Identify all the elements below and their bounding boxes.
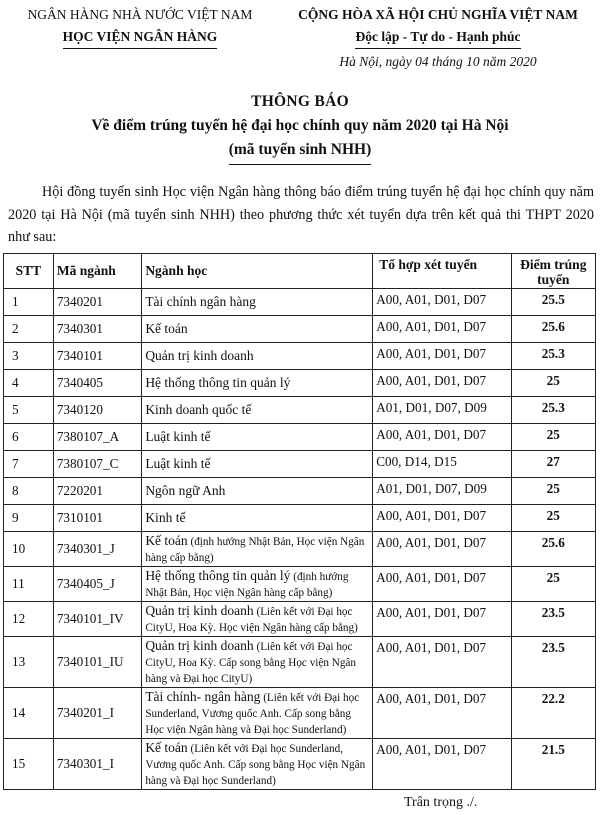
title-line-2: Về điểm trúng tuyển hệ đại học chính quy năm 2020 tại Hà Nội <box>91 117 509 134</box>
cell-code: 7340201 <box>53 289 141 316</box>
cell-major <box>142 478 373 505</box>
table-row <box>4 424 596 451</box>
cell-stt: 10 <box>4 532 54 567</box>
header-combo: Tổ hợp xét tuyển <box>373 254 511 289</box>
cell-score: 22.2 <box>511 688 595 739</box>
nation-name: CỘNG HÒA XÃ HỘI CHỦ NGHĨA VIỆT NAM <box>298 7 578 22</box>
cell-score: 25 <box>511 505 595 532</box>
major-note: (Liên kết với Đại học CityU, Hoa Kỳ. Cấp song bằng Học viện Ngân hàng và Đại học CityU) <box>145 641 356 685</box>
cell-code: 7340405 <box>53 370 141 397</box>
cell-code: 7380107_A <box>53 424 141 451</box>
cell-major <box>142 532 373 567</box>
cell-major <box>142 567 373 602</box>
major-name: Luật kinh tế <box>145 429 211 444</box>
cell-code: 7340405_J <box>53 567 141 602</box>
cell-stt: 15 <box>4 739 54 790</box>
agency-name: NGÂN HÀNG NHÀ NƯỚC VIỆT NAM <box>27 7 253 22</box>
cell-major <box>142 397 373 424</box>
table-row <box>4 370 596 397</box>
cell-combo: A00, A01, D01, D07 <box>373 602 511 637</box>
cell-score: 23.5 <box>511 637 595 688</box>
cell-major <box>142 688 373 739</box>
cell-stt: 14 <box>4 688 54 739</box>
major-name: Quản trị kinh doanh <box>145 603 254 618</box>
table-row <box>4 637 596 688</box>
cell-score: 21.5 <box>511 739 595 790</box>
cell-score: 27 <box>511 451 595 478</box>
cell-score: 25.6 <box>511 316 595 343</box>
cell-major <box>142 316 373 343</box>
closing-remark: Trân trọng ./. <box>404 795 478 810</box>
table-row <box>4 739 596 790</box>
cell-stt: 5 <box>4 397 54 424</box>
cell-stt: 1 <box>4 289 54 316</box>
major-name: Kế toán <box>145 321 188 336</box>
table-row <box>4 451 596 478</box>
cell-code: 7340301_I <box>53 739 141 790</box>
cell-combo: A01, D01, D07, D09 <box>373 397 511 424</box>
cell-combo: A00, A01, D01, D07 <box>373 289 511 316</box>
header-major: Ngành học <box>142 254 373 289</box>
table-row <box>4 478 596 505</box>
cell-code: 7340101_IU <box>53 637 141 688</box>
major-name: Tài chính ngân hàng <box>145 294 256 309</box>
intro-paragraph: Hội đồng tuyển sinh Học viện Ngân hàng thông báo điểm trúng tuyển hệ đại học chính quy năm 2020 tại Hà Nội (mã tuyển sinh NHH) theo phương thức xét tuyển dựa trên kết quả thi THPT 2020 như sau: <box>8 184 594 245</box>
national-motto: Độc lập - Tự do - Hạnh phúc <box>355 26 520 49</box>
major-name: Tài chính- ngân hàng <box>145 689 261 704</box>
cell-major <box>142 505 373 532</box>
cell-major <box>142 343 373 370</box>
cell-combo: C00, D14, D15 <box>373 451 511 478</box>
major-name: Ngôn ngữ Anh <box>145 483 226 498</box>
cell-major <box>142 637 373 688</box>
document-title <box>0 90 600 165</box>
cell-major <box>142 289 373 316</box>
cell-code: 7340101_IV <box>53 602 141 637</box>
cell-stt: 12 <box>4 602 54 637</box>
table-row <box>4 567 596 602</box>
table-row <box>4 688 596 739</box>
cell-combo: A00, A01, D01, D07 <box>373 424 511 451</box>
table-row <box>4 289 596 316</box>
cell-stt: 8 <box>4 478 54 505</box>
major-name: Quản trị kinh doanh <box>145 348 254 363</box>
cell-major <box>142 451 373 478</box>
cell-major <box>142 370 373 397</box>
cell-code: 7310101 <box>53 505 141 532</box>
cell-combo: A00, A01, D01, D07 <box>373 567 511 602</box>
table-row <box>4 343 596 370</box>
cell-score: 25 <box>511 567 595 602</box>
cell-score: 23.5 <box>511 602 595 637</box>
cell-score: 25 <box>511 424 595 451</box>
cell-code: 7380107_C <box>53 451 141 478</box>
major-name: Luật kinh tế <box>145 456 211 471</box>
cell-stt: 6 <box>4 424 54 451</box>
cell-combo: A00, A01, D01, D07 <box>373 505 511 532</box>
major-name: Kinh doanh quốc tế <box>145 402 252 417</box>
cell-stt: 7 <box>4 451 54 478</box>
cell-major <box>142 602 373 637</box>
cell-combo: A00, A01, D01, D07 <box>373 739 511 790</box>
cell-combo: A00, A01, D01, D07 <box>373 343 511 370</box>
major-note: (Liên kết với Đại học Sunderland, Vương quốc Anh. Cấp song bằng Học viện Ngân hàng và Đại học Sunderland) <box>145 692 360 736</box>
major-name: Hệ thống thông tin quản lý <box>145 375 291 390</box>
cell-code: 7340301 <box>53 316 141 343</box>
department-name: HỌC VIỆN NGÂN HÀNG <box>63 26 218 49</box>
major-name: Quản trị kinh doanh <box>145 638 254 653</box>
cell-combo: A00, A01, D01, D07 <box>373 370 511 397</box>
major-note: (Liên kết với Đại học CityU, Hoa Kỳ. Học viện Ngân hàng cấp bằng) <box>145 606 358 634</box>
cell-score: 25 <box>511 370 595 397</box>
major-note: (Liên kết với Đại học Sunderland, Vương quốc Anh. Cấp song bằng Học viện Ngân hàng và Đại học Sunderland) <box>145 743 366 787</box>
cell-score: 25.3 <box>511 343 595 370</box>
cell-stt: 4 <box>4 370 54 397</box>
cell-stt: 11 <box>4 567 54 602</box>
title-line-1: THÔNG BÁO <box>251 93 349 110</box>
place-date: Hà Nội, ngày 04 tháng 10 năm 2020 <box>339 54 537 69</box>
document-header <box>0 0 600 75</box>
major-name: Kế toán <box>145 533 188 548</box>
cell-score: 25 <box>511 478 595 505</box>
cell-code: 7340301_J <box>53 532 141 567</box>
header-stt: STT <box>4 254 54 289</box>
cell-stt: 13 <box>4 637 54 688</box>
cell-combo: A00, A01, D01, D07 <box>373 532 511 567</box>
admission-score-table <box>3 253 596 790</box>
cell-code: 7340120 <box>53 397 141 424</box>
cell-score: 25.5 <box>511 289 595 316</box>
major-name: Kinh tế <box>145 510 186 525</box>
table-row <box>4 505 596 532</box>
major-note: (định hướng Nhật Bản, Học viện Ngân hàng cấp bằng) <box>145 536 365 564</box>
cell-stt: 2 <box>4 316 54 343</box>
cell-score: 25.6 <box>511 532 595 567</box>
major-name: Kế toán <box>145 740 188 755</box>
table-body <box>4 289 596 790</box>
table-row <box>4 532 596 567</box>
header-score: Điểm trúng tuyển <box>511 254 595 289</box>
cell-stt: 9 <box>4 505 54 532</box>
cell-combo: A00, A01, D01, D07 <box>373 316 511 343</box>
cell-combo: A01, D01, D07, D09 <box>373 478 511 505</box>
cell-stt: 3 <box>4 343 54 370</box>
table-row <box>4 602 596 637</box>
cell-code: 7340201_I <box>53 688 141 739</box>
cell-combo: A00, A01, D01, D07 <box>373 688 511 739</box>
header-code: Mã ngành <box>53 254 141 289</box>
title-line-3: (mã tuyển sinh NHH) <box>229 138 372 165</box>
major-note: (định hướng Nhật Bản, Học viện Ngân hàng cấp bằng) <box>145 571 349 599</box>
major-name: Hệ thống thông tin quản lý <box>145 568 291 583</box>
cell-code: 7220201 <box>53 478 141 505</box>
cell-major <box>142 424 373 451</box>
cell-score: 25.3 <box>511 397 595 424</box>
cell-combo: A00, A01, D01, D07 <box>373 637 511 688</box>
cell-major <box>142 739 373 790</box>
table-header-row <box>4 254 596 289</box>
table-row <box>4 397 596 424</box>
national-block <box>282 4 594 73</box>
cell-code: 7340101 <box>53 343 141 370</box>
table-row <box>4 316 596 343</box>
issuer-block <box>6 4 274 49</box>
